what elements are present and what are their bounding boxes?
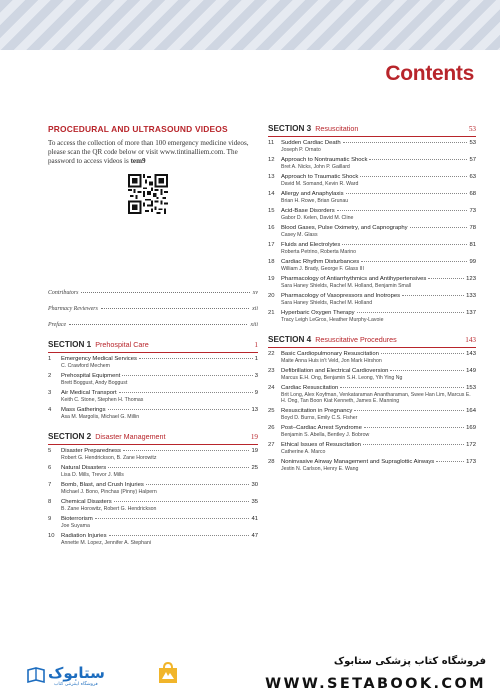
chapter-number: 12 bbox=[268, 157, 275, 163]
chapter-title-row bbox=[281, 225, 476, 231]
chapter-page: 1 bbox=[254, 356, 258, 362]
shop-url-link[interactable]: WWW.SETABOOK.COM bbox=[265, 676, 486, 692]
chapter-number: 14 bbox=[268, 191, 275, 197]
chapter-number: 2 bbox=[48, 373, 52, 379]
videos-password: tem9 bbox=[130, 157, 146, 165]
chapter-authors: Roberta Petrino, Roberta Marino bbox=[281, 249, 356, 255]
chapter-title-row bbox=[281, 459, 476, 465]
chapter-authors: Brian H. Rowe, Brian Grunau bbox=[281, 198, 349, 204]
chapter-authors: Gabor D. Kelen, David M. Cline bbox=[281, 215, 354, 221]
chapter-title-row bbox=[281, 276, 476, 282]
chapter-title-row bbox=[61, 448, 258, 454]
chapter-title-row bbox=[281, 174, 476, 180]
leader-dots bbox=[363, 444, 464, 445]
leader-dots bbox=[95, 518, 250, 519]
toc-entry[interactable] bbox=[48, 390, 258, 403]
chapter-authors: Benjamin S. Abella, Bentley J. Bobrow bbox=[281, 432, 370, 438]
toc-section bbox=[48, 340, 258, 420]
chapter-title-row bbox=[281, 191, 476, 197]
chapter-authors: Keith C. Stone, Stephen H. Thomas bbox=[61, 397, 144, 403]
chapter-title: Hyperbaric Oxygen Therapy bbox=[281, 310, 355, 316]
leader-dots bbox=[369, 159, 467, 160]
chapter-authors: Bret A. Nicks, John P. Gaillard bbox=[281, 164, 350, 170]
chapter-authors: Maite Anna Huis in't Veld, Jon Mark Hirshon bbox=[281, 358, 382, 364]
leader-dots bbox=[343, 142, 468, 143]
front-matter-label: Preface bbox=[48, 322, 67, 328]
chapter-number: 10 bbox=[48, 533, 55, 539]
leader-dots bbox=[114, 501, 250, 502]
chapter-number: 9 bbox=[48, 516, 52, 522]
toc-section bbox=[268, 335, 476, 472]
chapter-number: 1 bbox=[48, 356, 52, 362]
chapter-title-row bbox=[61, 390, 258, 396]
chapter-number: 16 bbox=[268, 225, 275, 231]
chapter-page: 153 bbox=[466, 385, 476, 391]
front-matter-row[interactable] bbox=[48, 290, 258, 306]
chapter-number: 24 bbox=[268, 385, 275, 391]
chapter-authors: Brett Boggust, Andy Boggust bbox=[61, 380, 128, 386]
chapter-authors: Annette M. Lopez, Jennifer A. Stephani bbox=[61, 540, 151, 546]
chapter-page: 13 bbox=[251, 407, 258, 413]
chapter-title: Acid-Base Disorders bbox=[281, 208, 335, 214]
leader-dots bbox=[340, 387, 464, 388]
chapter-authors: Lisa D. Mills, Trevor J. Mills bbox=[61, 472, 124, 478]
chapter-title: Pharmacology of Vasopressors and Inotropes bbox=[281, 293, 401, 299]
leader-dots bbox=[360, 176, 467, 177]
chapter-authors: Joe Suyama bbox=[61, 523, 90, 529]
chapter-title: Cardiac Resuscitation bbox=[281, 385, 339, 391]
chapter-title: Prehospital Equipment bbox=[61, 373, 121, 379]
leader-dots bbox=[342, 244, 467, 245]
toc-entry[interactable] bbox=[48, 533, 258, 546]
chapter-number: 27 bbox=[268, 442, 275, 448]
section-title: Disaster Management bbox=[95, 432, 166, 441]
logo-subtext: فروشگاه اینترنتی کتاب bbox=[54, 682, 98, 687]
chapter-authors: B. Zane Horowitz, Robert G. Hendrickson bbox=[61, 506, 157, 512]
section-title: Prehospital Care bbox=[95, 340, 149, 349]
section-header[interactable] bbox=[268, 335, 476, 348]
toc-entry[interactable] bbox=[48, 448, 258, 461]
chapter-page: 9 bbox=[254, 390, 258, 396]
chapter-title: Chemical Disasters bbox=[61, 499, 112, 505]
chapter-title: Approach to Traumatic Shock bbox=[281, 174, 359, 180]
chapter-title: Sudden Cardiac Death bbox=[281, 140, 341, 146]
chapter-number: 3 bbox=[48, 390, 52, 396]
chapter-authors: Sara Haney Shields, Rachel M. Holland bbox=[281, 300, 373, 306]
right-sections bbox=[268, 124, 476, 484]
chapter-title: Mass Gatherings bbox=[61, 407, 106, 413]
leader-dots bbox=[139, 358, 253, 359]
chapter-title: Cardiac Rhythm Disturbances bbox=[281, 259, 360, 265]
chapter-title-row bbox=[61, 499, 258, 505]
chapter-authors: David M. Somand, Kevin R. Ward bbox=[281, 181, 359, 187]
front-matter-label: Pharmacy Reviewers bbox=[48, 306, 98, 312]
chapter-authors: Tracy Leigh LeGros, Heather Murphy-Lavoie bbox=[281, 317, 384, 323]
toc-entry[interactable] bbox=[268, 191, 476, 204]
chapter-page: 57 bbox=[469, 157, 476, 163]
shop-name: فروشگاه کتاب پزشکی ستابوک bbox=[333, 656, 486, 667]
toc-entry[interactable] bbox=[48, 465, 258, 478]
videos-heading: PROCEDURAL AND ULTRASOUND VIDEOS bbox=[48, 124, 228, 134]
section-header[interactable] bbox=[48, 340, 258, 353]
chapter-number: 11 bbox=[268, 140, 275, 146]
chapter-number: 25 bbox=[268, 408, 275, 414]
toc-entry[interactable] bbox=[48, 373, 258, 386]
chapter-title-row bbox=[281, 425, 476, 431]
chapter-title: Air Medical Transport bbox=[61, 390, 117, 396]
chapter-authors: Marcus E.H. Ong, Benjamin S.H. Leong, Yih Ying Ng bbox=[281, 375, 403, 381]
qr-code-icon[interactable] bbox=[128, 174, 168, 214]
chapter-authors: Casey M. Glass bbox=[281, 232, 318, 238]
chapter-title: Ethical Issues of Resuscitation bbox=[281, 442, 361, 448]
chapter-number: 22 bbox=[268, 351, 275, 357]
chapter-authors: William J. Brady, George F. Glass III bbox=[281, 266, 364, 272]
chapter-page: 173 bbox=[466, 459, 476, 465]
leader-dots bbox=[69, 324, 247, 325]
toc-entry[interactable] bbox=[48, 482, 258, 495]
chapter-title: Approach to Nontraumatic Shock bbox=[281, 157, 368, 163]
toc-section bbox=[268, 124, 476, 323]
chapter-page: 78 bbox=[469, 225, 476, 231]
leader-dots bbox=[109, 535, 250, 536]
leader-dots bbox=[402, 295, 464, 296]
chapter-number: 20 bbox=[268, 293, 275, 299]
section-label: SECTION 4 bbox=[268, 335, 312, 344]
chapter-page: 19 bbox=[251, 448, 258, 454]
chapter-number: 4 bbox=[48, 407, 52, 413]
toc-entry[interactable] bbox=[268, 174, 476, 187]
chapter-authors: Brit Long, Alex Koyfman, Venkataraman Anantharaman, Swee Han Lim, Marcus E. H. Ong, Tan Boon Kiat Kenneth, James E. Manning bbox=[281, 392, 471, 404]
chapter-number: 28 bbox=[268, 459, 275, 465]
chapter-authors: Robert G. Hendrickson, B. Zane Horowitz bbox=[61, 455, 157, 461]
leader-dots bbox=[381, 353, 464, 354]
chapter-title-row bbox=[61, 407, 258, 413]
chapter-title-row bbox=[61, 533, 258, 539]
chapter-title-row bbox=[281, 157, 476, 163]
chapter-page: 47 bbox=[251, 533, 258, 539]
toc-entry[interactable] bbox=[268, 368, 476, 381]
section-page: 53 bbox=[468, 125, 476, 133]
toc-entry[interactable] bbox=[268, 140, 476, 153]
chapter-title: Radiation Injuries bbox=[61, 533, 107, 539]
chapter-authors: Catherine A. Marco bbox=[281, 449, 326, 455]
chapter-title-row bbox=[281, 242, 476, 248]
leader-dots bbox=[436, 461, 464, 462]
chapter-title-row bbox=[281, 140, 476, 146]
chapter-title-row bbox=[61, 482, 258, 488]
chapter-title: Basic Cardiopulmonary Resuscitation bbox=[281, 351, 379, 357]
chapter-title-row bbox=[61, 373, 258, 379]
leader-dots bbox=[390, 370, 464, 371]
toc-section bbox=[48, 432, 258, 546]
chapter-page: 53 bbox=[469, 140, 476, 146]
chapter-title-row bbox=[281, 385, 476, 391]
chapter-number: 23 bbox=[268, 368, 275, 374]
page-title: Contents bbox=[385, 62, 474, 85]
toc-entry[interactable] bbox=[268, 442, 476, 455]
chapter-page: 73 bbox=[469, 208, 476, 214]
chapter-page: 123 bbox=[466, 276, 476, 282]
chapter-title-row bbox=[61, 356, 258, 362]
chapter-title: Pharmacology of Antiarrhythmics and Antihypertensives bbox=[281, 276, 427, 282]
front-matter-page: xii bbox=[252, 306, 258, 312]
toc-entry[interactable] bbox=[268, 310, 476, 323]
section-label: SECTION 3 bbox=[268, 124, 312, 133]
chapter-page: 63 bbox=[469, 174, 476, 180]
chapter-number: 7 bbox=[48, 482, 52, 488]
chapter-title: Emergency Medical Services bbox=[61, 356, 137, 362]
section-label: SECTION 1 bbox=[48, 340, 92, 349]
front-matter-page: xv bbox=[252, 290, 258, 296]
chapter-title-row bbox=[281, 351, 476, 357]
chapter-page: 41 bbox=[251, 516, 258, 522]
toc-entry[interactable] bbox=[268, 242, 476, 255]
chapter-page: 137 bbox=[466, 310, 476, 316]
chapter-title: Natural Disasters bbox=[61, 465, 107, 471]
section-header[interactable] bbox=[48, 432, 258, 445]
chapter-number: 8 bbox=[48, 499, 52, 505]
leader-dots bbox=[146, 484, 250, 485]
chapter-number: 6 bbox=[48, 465, 52, 471]
chapter-authors: Boyd D. Burns, Emily C.S. Fisher bbox=[281, 415, 358, 421]
chapter-title: Allergy and Anaphylaxis bbox=[281, 191, 344, 197]
chapter-number: 21 bbox=[268, 310, 275, 316]
book-logo-icon bbox=[26, 666, 46, 684]
chapter-title: Defibrillation and Electrical Cardioversion bbox=[281, 368, 389, 374]
section-page: 1 bbox=[254, 341, 258, 349]
chapter-title: Blood Gases, Pulse Oximetry, and Capnography bbox=[281, 225, 408, 231]
toc-entry[interactable] bbox=[268, 276, 476, 289]
chapter-authors: Asa M. Margolis, Michael G. Millin bbox=[61, 414, 140, 420]
chapter-title-row bbox=[281, 208, 476, 214]
chapter-authors: Joseph P. Ornato bbox=[281, 147, 321, 153]
chapter-title: Resuscitation in Pregnancy bbox=[281, 408, 353, 414]
front-matter-page: xiii bbox=[250, 322, 258, 328]
chapter-title-row bbox=[281, 310, 476, 316]
chapter-title: Post–Cardiac Arrest Syndrome bbox=[281, 425, 362, 431]
toc-entry[interactable] bbox=[48, 356, 258, 369]
front-matter-label: Contributors bbox=[48, 290, 79, 296]
toc-entry[interactable] bbox=[268, 208, 476, 221]
chapter-title: Bioterrorism bbox=[61, 516, 93, 522]
front-matter-row[interactable] bbox=[48, 306, 258, 322]
leader-dots bbox=[101, 308, 249, 309]
leader-dots bbox=[108, 467, 249, 468]
leader-dots bbox=[119, 392, 253, 393]
leader-dots bbox=[357, 312, 465, 313]
chapter-number: 17 bbox=[268, 242, 275, 248]
chapter-number: 15 bbox=[268, 208, 275, 214]
chapter-number: 26 bbox=[268, 425, 275, 431]
toc-entry[interactable] bbox=[268, 385, 476, 404]
toc-entry[interactable] bbox=[268, 459, 476, 472]
chapter-page: 35 bbox=[251, 499, 258, 505]
leader-dots bbox=[364, 427, 464, 428]
chapter-title-row bbox=[281, 408, 476, 414]
chapter-title-row bbox=[281, 368, 476, 374]
left-sections bbox=[48, 340, 258, 558]
videos-description bbox=[48, 139, 258, 166]
chapter-page: 149 bbox=[466, 368, 476, 374]
leader-dots bbox=[346, 193, 468, 194]
leader-dots bbox=[108, 409, 250, 410]
chapter-number: 19 bbox=[268, 276, 275, 282]
leader-dots bbox=[81, 292, 249, 293]
leader-dots bbox=[123, 450, 250, 451]
section-header[interactable] bbox=[268, 124, 476, 137]
toc-entry[interactable] bbox=[268, 157, 476, 170]
setabook-logo[interactable] bbox=[26, 660, 146, 692]
chapter-title-row bbox=[61, 465, 258, 471]
chapter-authors: Jestin N. Carlson, Henry E. Wang bbox=[281, 466, 359, 472]
toc-entry[interactable] bbox=[268, 259, 476, 272]
toc-entry[interactable] bbox=[268, 425, 476, 438]
leader-dots bbox=[361, 261, 467, 262]
chapter-title: Fluids and Electrolytes bbox=[281, 242, 341, 248]
chapter-title: Noninvasive Airway Management and Supraglottic Airways bbox=[281, 459, 435, 465]
toc-entry[interactable] bbox=[48, 516, 258, 529]
videos-text: To access the collection of more than 100 emergency medicine videos, please scan the QR code below or visit www.tintinalliem.com. The password to access videos is bbox=[48, 139, 249, 165]
chapter-title-row bbox=[281, 442, 476, 448]
leader-dots bbox=[410, 227, 468, 228]
chapter-authors: C. Crawford Mechem bbox=[61, 363, 111, 369]
section-title: Resuscitation bbox=[315, 124, 359, 133]
chapter-authors: Sara Haney Shields, Rachel M. Holland, Benjamin Small bbox=[281, 283, 412, 289]
chapter-title-row bbox=[61, 516, 258, 522]
section-page: 143 bbox=[465, 336, 476, 344]
leader-dots bbox=[337, 210, 468, 211]
chapter-title: Disaster Preparedness bbox=[61, 448, 121, 454]
chapter-title-row bbox=[281, 259, 476, 265]
leader-dots bbox=[122, 375, 252, 376]
chapter-page: 99 bbox=[469, 259, 476, 265]
toc-entry[interactable] bbox=[48, 407, 258, 420]
chapter-page: 133 bbox=[466, 293, 476, 299]
shopping-bag-icon bbox=[156, 661, 180, 685]
toc-entry[interactable] bbox=[268, 351, 476, 364]
chapter-number: 18 bbox=[268, 259, 275, 265]
chapter-number: 5 bbox=[48, 448, 52, 454]
header-stripe-band bbox=[0, 0, 500, 50]
chapter-title-row bbox=[281, 293, 476, 299]
leader-dots bbox=[354, 410, 464, 411]
section-title: Resuscitative Procedures bbox=[315, 335, 397, 344]
chapter-page: 81 bbox=[469, 242, 476, 248]
chapter-page: 169 bbox=[466, 425, 476, 431]
chapter-page: 143 bbox=[466, 351, 476, 357]
chapter-page: 30 bbox=[251, 482, 258, 488]
chapter-authors: Michael J. Bono, Pinchas (Pinny) Halpern bbox=[61, 489, 157, 495]
chapter-page: 25 bbox=[251, 465, 258, 471]
chapter-title: Bomb, Blast, and Crush Injuries bbox=[61, 482, 144, 488]
chapter-page: 164 bbox=[466, 408, 476, 414]
chapter-number: 13 bbox=[268, 174, 275, 180]
section-page: 19 bbox=[250, 433, 258, 441]
chapter-page: 68 bbox=[469, 191, 476, 197]
front-matter-row[interactable] bbox=[48, 322, 258, 338]
left-column bbox=[48, 124, 258, 219]
chapter-page: 3 bbox=[254, 373, 258, 379]
chapter-page: 172 bbox=[466, 442, 476, 448]
toc-entry[interactable] bbox=[268, 408, 476, 421]
toc-entry[interactable] bbox=[48, 499, 258, 512]
toc-entry[interactable] bbox=[268, 225, 476, 238]
toc-entry[interactable] bbox=[268, 293, 476, 306]
logo-text: ستابوک bbox=[48, 664, 105, 682]
leader-dots bbox=[428, 278, 464, 279]
section-label: SECTION 2 bbox=[48, 432, 92, 441]
front-matter-list bbox=[48, 290, 258, 338]
